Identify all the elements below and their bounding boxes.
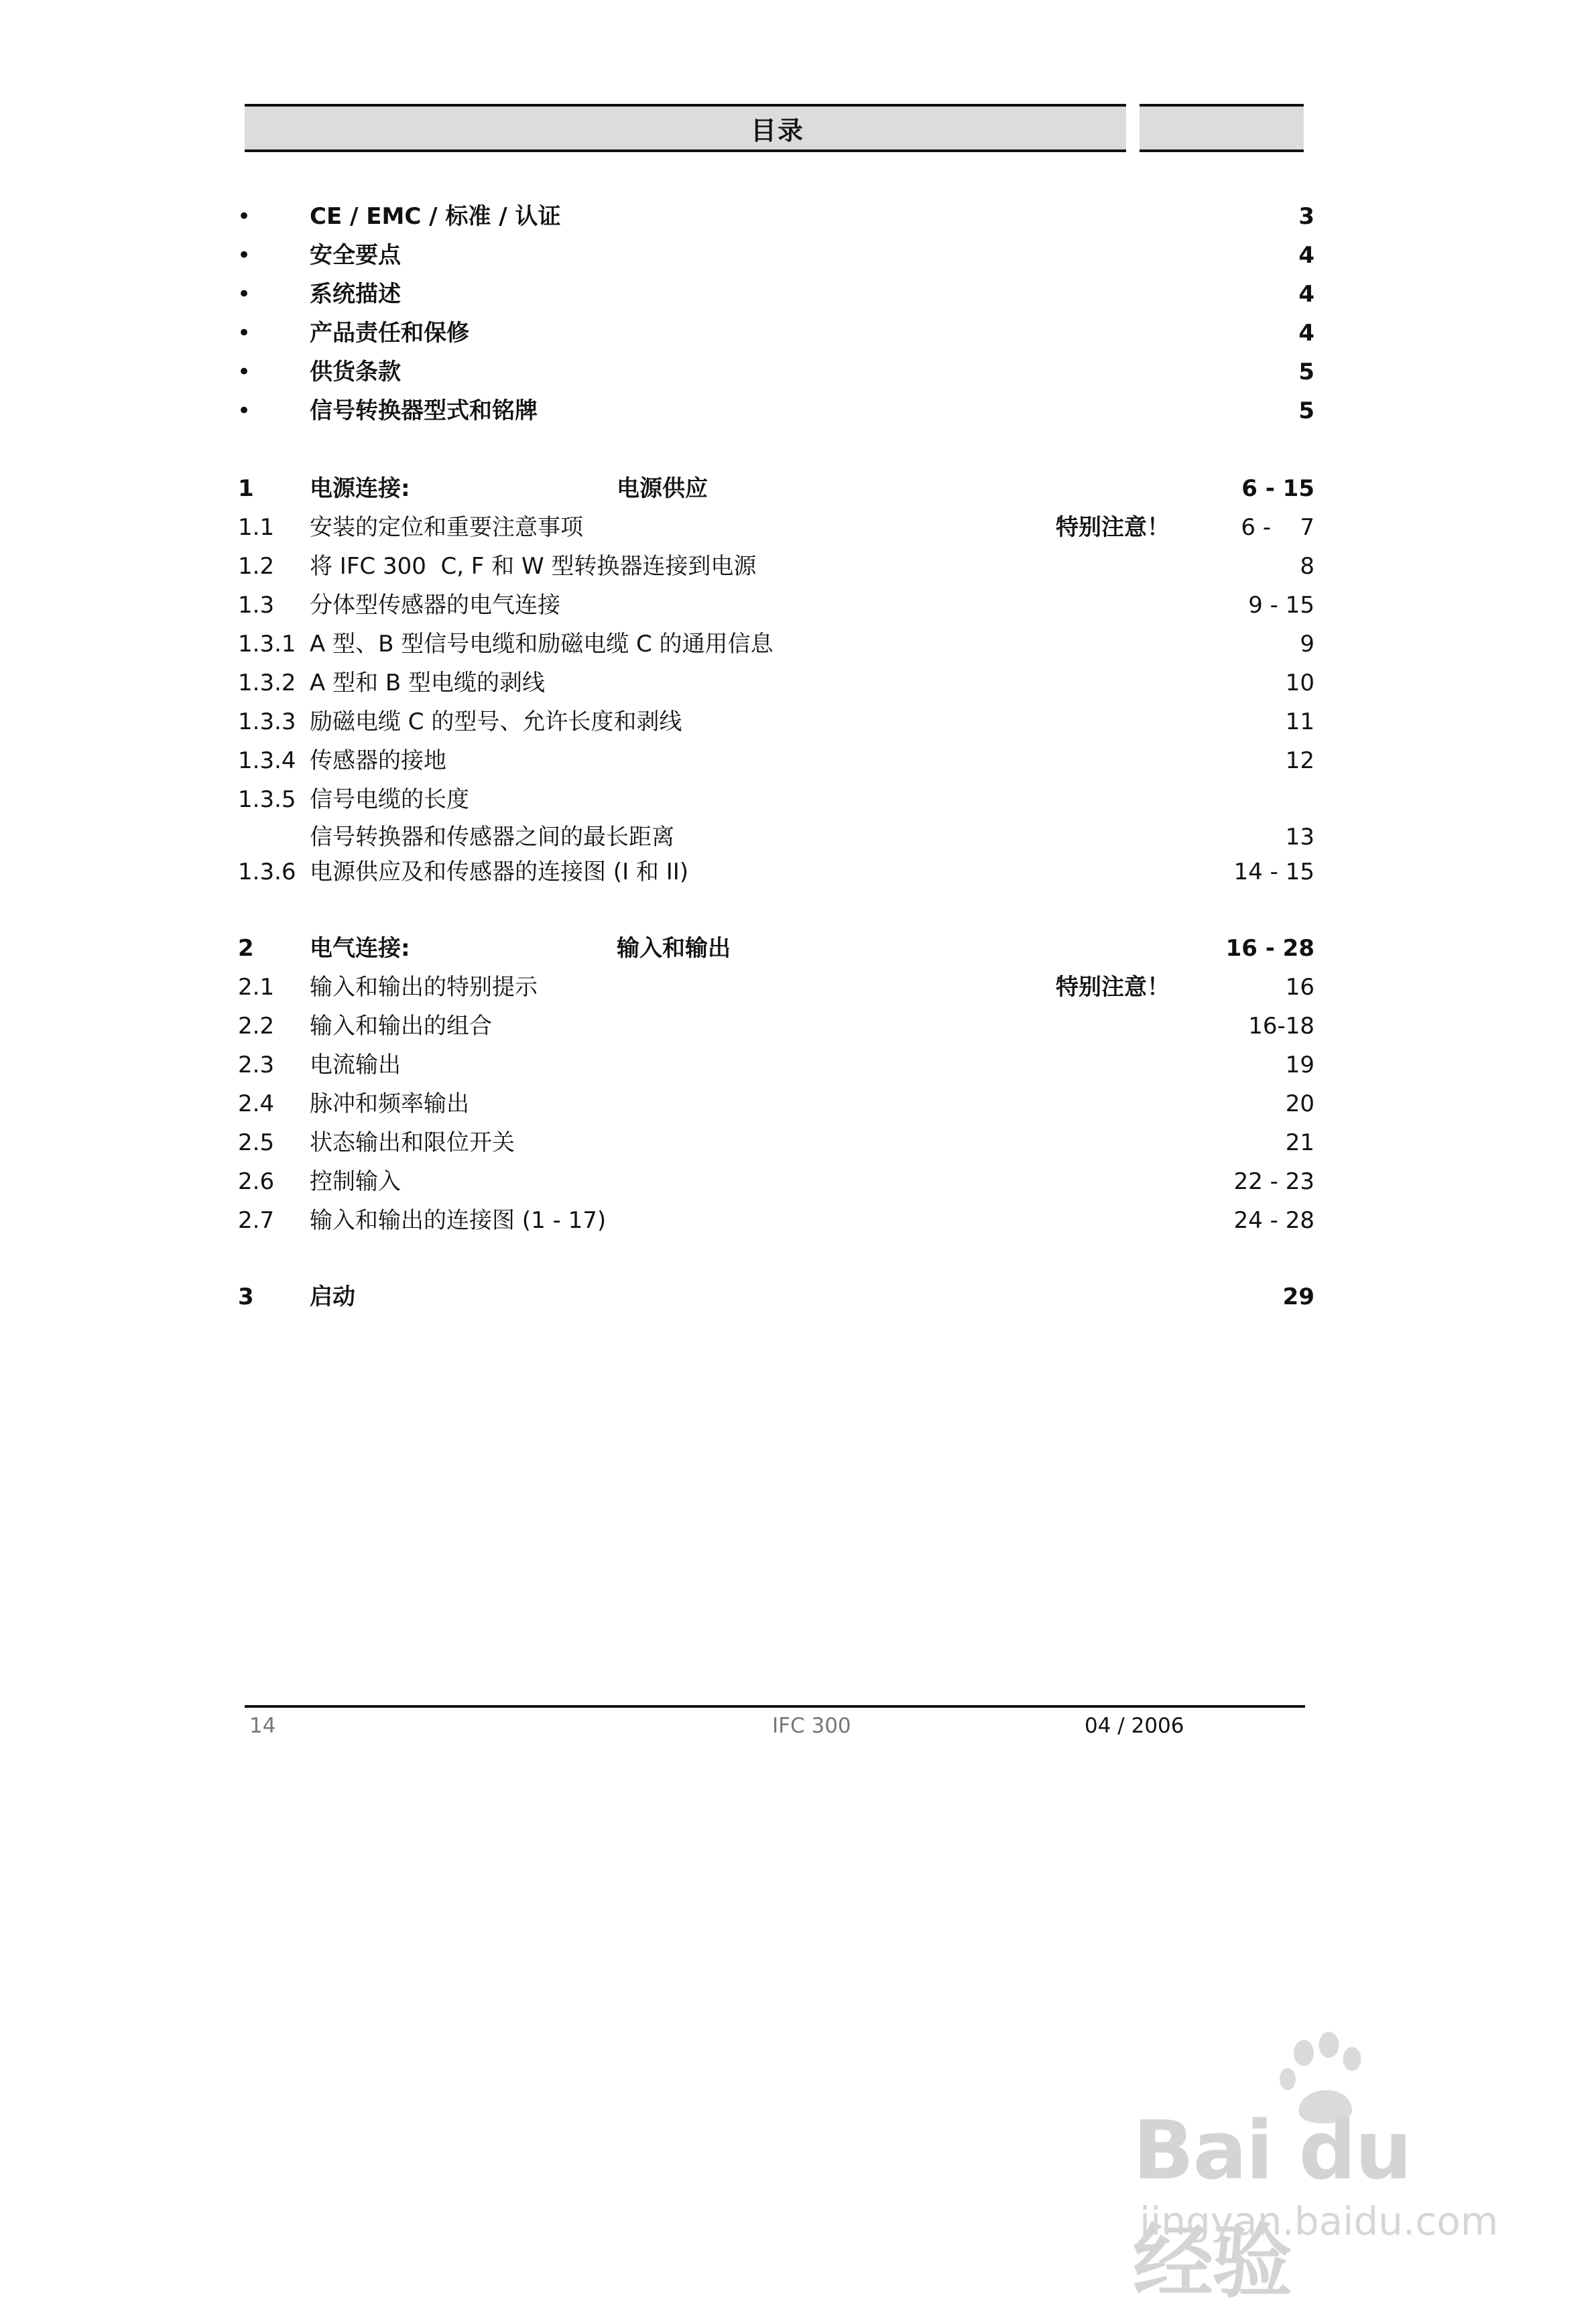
page-title: 目录 — [750, 115, 804, 145]
toc-item-page: 12 — [1285, 747, 1314, 774]
toc-item-title: 励磁电缆 C 的型号、允许长度和剥线 — [310, 708, 682, 735]
toc-item-title: 产品责任和保修 — [310, 320, 469, 347]
toc-item-page: 5 — [1298, 397, 1314, 424]
toc-section-1[interactable] — [0, 469, 1596, 508]
toc-item-note: 特别注意！ — [1056, 514, 1170, 541]
toc-item-page: 9 - 15 — [1248, 592, 1314, 619]
toc-item-title: A 型和 B 型电缆的剥线 — [310, 670, 546, 696]
toc-bullet-item[interactable] — [0, 391, 1596, 430]
section-subtitle: 输入和输出 — [617, 935, 731, 962]
toc-item-title: 将 IFC 300 C, F 和 W 型转换器连接到电源 — [310, 553, 757, 580]
toc-item-title: 信号转换器型式和铭牌 — [310, 397, 538, 424]
footer-date: 04 / 2006 — [1085, 1714, 1184, 1738]
toc-item-title: 输入和输出的连接图 (1 - 17) — [310, 1207, 607, 1234]
toc-item-note: 特别注意！ — [1056, 974, 1170, 1001]
toc-item-title: 输入和输出的特别提示 — [310, 974, 538, 1001]
section-number: 3 — [238, 1284, 254, 1310]
toc-item-page: 10 — [1285, 670, 1314, 696]
bullet-icon: • — [237, 242, 251, 269]
footer-page-number: 14 — [249, 1714, 276, 1738]
section-number: 1 — [238, 475, 254, 502]
toc-item-number: 2.5 — [238, 1129, 275, 1156]
toc-item-page: 11 — [1285, 708, 1314, 735]
toc-item-title: 供货条款 — [310, 359, 401, 385]
toc-item-title: 电流输出 — [310, 1052, 401, 1078]
toc-item-title: 控制输入 — [310, 1168, 401, 1195]
section-page: 16 - 28 — [1225, 935, 1314, 962]
toc-item[interactable] — [0, 664, 1596, 702]
toc-item[interactable] — [0, 780, 1596, 858]
toc-item-title: A 型、B 型信号电缆和励磁电缆 C 的通用信息 — [310, 631, 774, 658]
toc-item-title: 信号电缆的长度 — [310, 786, 469, 813]
toc-item[interactable] — [0, 1046, 1596, 1084]
toc-bullet-item[interactable] — [0, 275, 1596, 314]
toc-item-number: 1.1 — [238, 514, 275, 541]
toc-item-title: 电源供应及和传感器的连接图 (I 和 II) — [310, 859, 689, 885]
toc-item-number: 1.3.1 — [238, 631, 296, 658]
toc-item-number: 1.3 — [238, 592, 275, 619]
toc-item-page: 8 — [1300, 553, 1314, 580]
section-page: 6 - 15 — [1241, 475, 1314, 502]
toc-item[interactable] — [0, 586, 1596, 625]
toc-item-title: 状态输出和限位开关 — [310, 1129, 515, 1156]
watermark-logo: Bai du 经验 — [1133, 2105, 1411, 2309]
toc-item-title: 输入和输出的组合 — [310, 1013, 492, 1040]
bullet-icon: • — [237, 203, 251, 230]
toc-item-page: 5 — [1298, 359, 1314, 385]
toc-item-number: 2.7 — [238, 1207, 275, 1234]
section-title: 电气连接: — [310, 935, 410, 962]
watermark-site: jingyan.baidu.com — [1140, 2198, 1499, 2244]
toc-item-page: 16-18 — [1248, 1013, 1314, 1040]
bullet-icon: • — [237, 320, 251, 347]
toc-item[interactable] — [0, 1084, 1596, 1123]
toc-item-page: 13 — [1285, 824, 1314, 851]
toc-item-page: 4 — [1298, 242, 1314, 269]
toc-item-page: 22 - 23 — [1233, 1168, 1314, 1195]
toc-item[interactable] — [0, 968, 1596, 1007]
toc-item-page: 21 — [1285, 1129, 1314, 1156]
toc-item-number: 1.3.6 — [238, 859, 296, 885]
toc-item[interactable] — [0, 625, 1596, 664]
toc-item-title: 脉冲和频率输出 — [310, 1090, 469, 1117]
toc-item-page: 20 — [1285, 1090, 1314, 1117]
toc-item[interactable] — [0, 508, 1596, 547]
section-number: 2 — [238, 935, 254, 962]
toc-section-3[interactable] — [0, 1277, 1596, 1316]
toc-bullet-item[interactable] — [0, 197, 1596, 236]
toc-item-number: 1.2 — [238, 553, 275, 580]
section-page: 29 — [1282, 1284, 1314, 1310]
toc-item[interactable] — [0, 1162, 1596, 1201]
toc-item[interactable] — [0, 741, 1596, 780]
toc-item-page: 4 — [1298, 320, 1314, 347]
toc-item-title: CE / EMC / 标准 / 认证 — [310, 203, 561, 230]
footer-model: IFC 300 — [772, 1714, 851, 1738]
footer-rule — [245, 1705, 1305, 1708]
toc-item-number: 1.3.2 — [238, 670, 296, 696]
toc-item-title-line2: 信号转换器和传感器之间的最长距离 — [310, 824, 674, 851]
toc-item-number: 1.3.3 — [238, 708, 296, 735]
toc-item[interactable] — [0, 1201, 1596, 1240]
toc-item[interactable] — [0, 702, 1596, 741]
toc-item-title: 安装的定位和重要注意事项 — [310, 514, 583, 541]
section-subtitle: 电源供应 — [617, 475, 708, 502]
watermark — [1133, 2031, 1508, 2309]
toc-item-page: 16 — [1285, 974, 1314, 1001]
toc-item[interactable] — [0, 1123, 1596, 1162]
section-title: 电源连接: — [310, 475, 410, 502]
bullet-icon: • — [237, 359, 251, 385]
toc-bullet-item[interactable] — [0, 236, 1596, 275]
toc-section-2[interactable] — [0, 929, 1596, 968]
toc-item-page: 6 - 7 — [1241, 514, 1314, 541]
toc-item-title: 传感器的接地 — [310, 747, 446, 774]
toc-item-page: 14 - 15 — [1233, 859, 1314, 885]
toc-item-number: 1.3.5 — [238, 786, 296, 813]
toc-item-page: 9 — [1300, 631, 1314, 658]
toc-bullet-item[interactable] — [0, 353, 1596, 391]
toc-item-title: 分体型传感器的电气连接 — [310, 592, 560, 619]
toc-item-page: 3 — [1298, 203, 1314, 230]
toc-item-number: 2.3 — [238, 1052, 275, 1078]
toc-item-page: 24 - 28 — [1233, 1207, 1314, 1234]
toc-item-page: 4 — [1298, 281, 1314, 308]
toc-item-number: 2.4 — [238, 1090, 275, 1117]
toc-item-title: 系统描述 — [310, 281, 401, 308]
toc-item-number: 2.1 — [238, 974, 275, 1001]
bullet-icon: • — [237, 397, 251, 424]
toc-bullet-item[interactable] — [0, 314, 1596, 353]
bullet-icon: • — [237, 281, 251, 308]
toc-item-number: 2.6 — [238, 1168, 275, 1195]
toc-item[interactable] — [0, 547, 1596, 586]
section-title: 启动 — [310, 1284, 355, 1310]
toc-item-title: 安全要点 — [310, 242, 401, 269]
toc-item[interactable] — [0, 853, 1596, 891]
toc-item-number: 1.3.4 — [238, 747, 296, 774]
toc-item[interactable] — [0, 1007, 1596, 1046]
toc-item-page: 19 — [1285, 1052, 1314, 1078]
toc-item-number: 2.2 — [238, 1013, 275, 1040]
